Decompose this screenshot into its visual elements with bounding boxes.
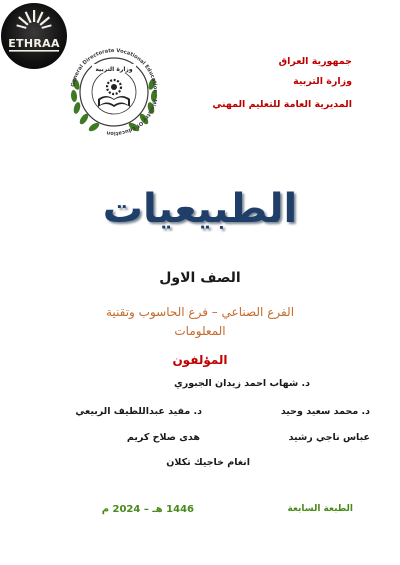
svg-text:General Directorate Vocational: General Directorate Vocational Education · Ministry Of Education	[70, 47, 159, 137]
book-title: الطبيعيات	[102, 186, 298, 232]
publication-year: 1446 هـ – 2024 م	[101, 504, 194, 515]
authors-heading: المؤلفون	[172, 353, 228, 367]
header-ministry: وزارة التربية	[293, 76, 352, 87]
author-name: انغام خاجيك تكلان	[166, 457, 250, 468]
sunburst-icon	[1, 3, 67, 69]
author-name: د. مفيد عبداللطيف الربيعي	[75, 406, 202, 417]
ethraa-logo	[1, 3, 67, 69]
author-name: عباس ناجي رشيد	[288, 432, 370, 443]
author-name: د. شهاب احمد زيدان الجبوري	[174, 378, 310, 389]
ethraa-logo-text: ETHRAA	[8, 37, 60, 50]
grade-label: الصف الاول	[159, 270, 241, 286]
header-directorate: المديرية العامة للتعليم المهني	[212, 99, 352, 110]
author-name: هدى صلاح كريم	[126, 432, 200, 443]
header-country: جمهورية العراق	[278, 56, 352, 67]
svg-text:وزارة التربية: وزارة التربية	[95, 66, 133, 73]
author-name: د. محمد سعيد وحيد	[280, 406, 370, 417]
ministry-emblem-icon	[62, 40, 166, 144]
edition-label: الطبعة السابعة	[287, 504, 353, 514]
branch-label: الفرع الصناعي – فرع الحاسوب وتقنية المعلومات	[105, 305, 295, 338]
